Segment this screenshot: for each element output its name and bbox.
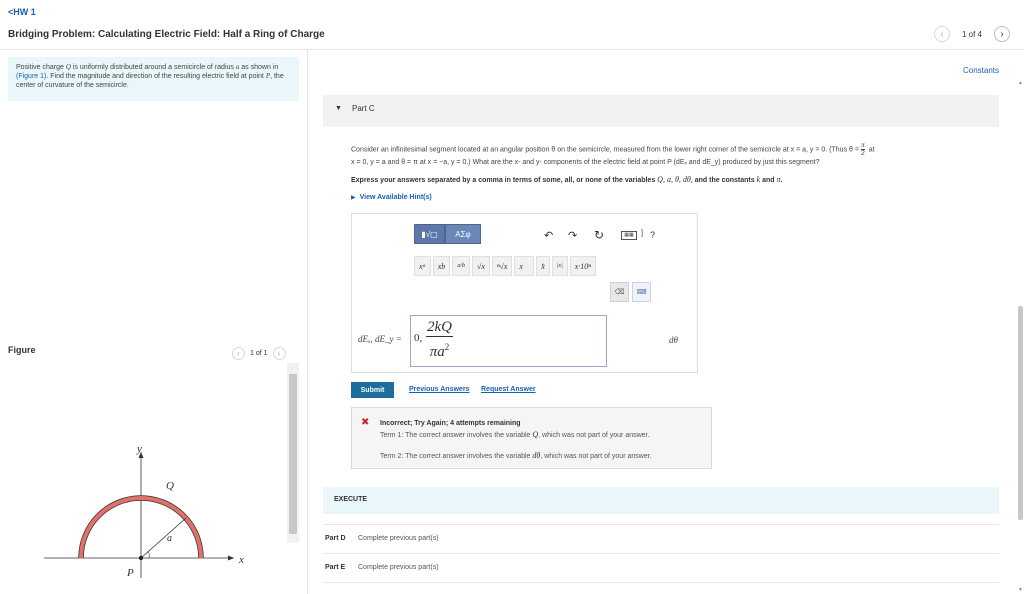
symbol-row xyxy=(414,256,596,276)
label-x: x xyxy=(239,554,244,566)
scrollbar-thumb[interactable] xyxy=(289,374,297,534)
divider xyxy=(323,553,999,554)
figure-link[interactable]: (Figure 1) xyxy=(16,73,47,80)
answer-input[interactable] xyxy=(410,315,607,367)
keyboard-icon[interactable]: ▦▦ xyxy=(621,231,637,240)
figure-title: Figure xyxy=(8,345,36,355)
keyboard-icon[interactable]: ⌨ xyxy=(632,282,651,302)
prev-figure-button[interactable] xyxy=(232,347,245,360)
execute-section-header xyxy=(323,487,999,514)
term-2-text-a: Term 2: The correct answer involves the variable xyxy=(380,453,533,460)
x-axis-arrow xyxy=(228,556,234,561)
label-P: P xyxy=(127,567,134,579)
feedback-title: Incorrect; Try Again; 4 attempts remaining xyxy=(380,420,521,427)
unit-vector-button[interactable]: x̂ xyxy=(536,256,550,276)
problem-intro xyxy=(8,57,299,101)
greek-symbols-button[interactable]: ΑΣφ xyxy=(445,224,481,244)
subscript-button[interactable]: xb xyxy=(433,256,451,276)
part-c-label: Part C xyxy=(352,104,375,113)
var-P: P xyxy=(265,72,271,80)
part-e-label[interactable]: Part E xyxy=(325,564,346,571)
main-scrollbar[interactable] xyxy=(1017,50,1024,594)
error-x-icon: ✖ xyxy=(361,417,370,428)
help-button[interactable]: ? xyxy=(650,230,656,240)
templates-button[interactable]: ▮√▢ xyxy=(414,224,445,244)
part-c-header[interactable] xyxy=(323,95,999,127)
scroll-down-icon[interactable]: ▼ xyxy=(1018,587,1023,593)
chevron-left-icon: ‹ xyxy=(237,349,240,358)
request-answer-link[interactable]: Request Answer xyxy=(481,386,536,393)
chevron-left-icon: ‹ xyxy=(940,28,944,40)
intro-text: Positive charge xyxy=(16,64,66,71)
answer-denominator-exponent: 2 xyxy=(444,342,450,352)
header xyxy=(0,0,1024,50)
semicircle-figure xyxy=(44,430,264,580)
execute-label: EXECUTE xyxy=(334,496,368,503)
backspace-icon[interactable]: ⌫ xyxy=(610,282,629,302)
point-P xyxy=(139,556,143,560)
sqrt-button[interactable]: √x xyxy=(472,256,490,276)
submit-button[interactable]: Submit xyxy=(351,382,394,398)
var-Q: Q xyxy=(65,63,71,71)
term-2-var: dθ xyxy=(532,451,541,460)
sci-notation-button[interactable]: x·10ⁿ xyxy=(570,256,596,276)
scrollbar-thumb[interactable] xyxy=(1018,306,1023,520)
var-a: a xyxy=(235,63,240,71)
pi-over-2-fraction xyxy=(861,141,865,158)
answer-unit: dθ xyxy=(669,335,678,345)
scroll-up-icon[interactable]: ▲ xyxy=(1018,80,1023,86)
hints-label: View Available Hint(s) xyxy=(359,194,432,201)
previous-answers-link[interactable]: Previous Answers xyxy=(409,386,470,393)
intro-text: is uniformly distributed around a semicircle of radius xyxy=(70,64,236,71)
answer-fraction xyxy=(426,318,453,362)
question-text-b: at xyxy=(866,146,875,154)
instruction-vars: Q, a, θ, dθ, xyxy=(657,175,693,184)
caret-right-icon: ▶ xyxy=(351,195,356,201)
instruction-text-a: Express your answers separated by a comma in terms of some, all, or none of the variables xyxy=(351,177,658,184)
next-problem-button[interactable] xyxy=(994,26,1010,42)
term-1-text-b: , which was not part of your answer. xyxy=(538,432,650,439)
undo-icon[interactable]: ↶ xyxy=(544,230,554,242)
fraction-numerator: π xyxy=(861,141,865,149)
caret-down-icon[interactable]: ▼ xyxy=(335,105,342,112)
extra-buttons xyxy=(610,282,651,302)
toolbar-separator: ] xyxy=(641,230,643,237)
instruction-text-b: and the constants xyxy=(692,177,757,184)
answer-numerator: 2kQ xyxy=(427,319,452,335)
chevron-right-icon: › xyxy=(1000,28,1004,40)
part-d-label[interactable]: Part D xyxy=(325,535,346,542)
back-to-assignment-link[interactable]: <HW 1 xyxy=(8,7,36,17)
problem-pager xyxy=(934,26,1010,42)
feedback-term-2 xyxy=(380,451,652,460)
instruction-text xyxy=(351,175,782,184)
figure-pager-text: 1 of 1 xyxy=(250,350,268,357)
question-line-1 xyxy=(351,141,999,158)
fraction-denominator: 2 xyxy=(860,150,865,157)
part-d-status: Complete previous part(s) xyxy=(358,535,439,542)
term-1-text-a: Term 1: The correct answer involves the variable xyxy=(380,432,533,439)
instruction-const-pi: π xyxy=(776,175,781,184)
term-1-var: Q xyxy=(532,430,539,439)
figure-scrollbar[interactable] xyxy=(287,363,299,543)
label-angle: a xyxy=(167,533,172,544)
next-figure-button[interactable] xyxy=(273,347,286,360)
answer-editor xyxy=(351,213,698,373)
intro-text: as shown in xyxy=(239,64,279,71)
answer-label-text: dEₓ, dE_y = xyxy=(358,334,402,344)
label-y: y xyxy=(137,443,142,455)
superscript-button[interactable]: xᵃ xyxy=(414,256,431,276)
feedback-term-1 xyxy=(380,430,649,439)
question-text xyxy=(351,141,999,168)
instruction-text-end: . xyxy=(780,177,783,184)
label-Q: Q xyxy=(166,480,174,492)
angle-arc xyxy=(148,551,149,558)
radius-line xyxy=(141,518,186,558)
chevron-right-icon: › xyxy=(277,349,281,358)
part-e-status: Complete previous part(s) xyxy=(358,564,439,571)
page-title: Bridging Problem: Calculating Electric Field: Half a Ring of Charge xyxy=(8,29,325,40)
view-hints-link[interactable] xyxy=(351,194,432,201)
abs-value-button[interactable]: |x| xyxy=(552,256,568,276)
redo-icon[interactable]: ↷ xyxy=(568,230,578,242)
question-line-2: x = 0, y = a and θ = π at x = −a, y = 0.) What are the x- and y- components of the electric field at point P (dEₓ and dE_y) produced by just this segment? xyxy=(351,159,820,166)
editor-toolbar xyxy=(414,224,481,244)
fraction-button[interactable]: a/b xyxy=(452,256,470,276)
reset-icon[interactable]: ↻ xyxy=(594,228,605,242)
divider xyxy=(323,582,999,583)
question-text-a: Consider an infinitesimal segment located at an angular position θ on the semicircle, measured from the lower right corner of the semicircle at x = a, y = 0. (Thus θ = xyxy=(351,146,859,154)
answer-denominator-base: πa xyxy=(429,344,445,360)
prev-problem-button[interactable] xyxy=(934,26,950,42)
nth-root-button[interactable]: ⁿ√x xyxy=(492,256,512,276)
vector-button[interactable]: x⃗ xyxy=(514,256,534,276)
answer-denominator xyxy=(426,337,453,362)
pager-text: 1 of 4 xyxy=(961,29,982,39)
instruction-text-c: and xyxy=(760,177,777,184)
intro-text: , the center of curvature of the semicircle. xyxy=(16,73,284,89)
figure-header xyxy=(0,345,308,363)
instruction-const-k: k xyxy=(756,175,761,184)
answer-zero: 0, xyxy=(414,332,423,344)
term-2-text-b: , which was not part of your answer. xyxy=(540,453,652,460)
intro-text: . Find the magnitude and direction of the resulting electric field at point xyxy=(46,73,266,80)
answer-label xyxy=(358,334,402,344)
constants-link[interactable]: Constants xyxy=(962,66,999,75)
figure-pager xyxy=(232,347,286,360)
divider xyxy=(323,524,999,525)
feedback-box xyxy=(351,407,712,469)
